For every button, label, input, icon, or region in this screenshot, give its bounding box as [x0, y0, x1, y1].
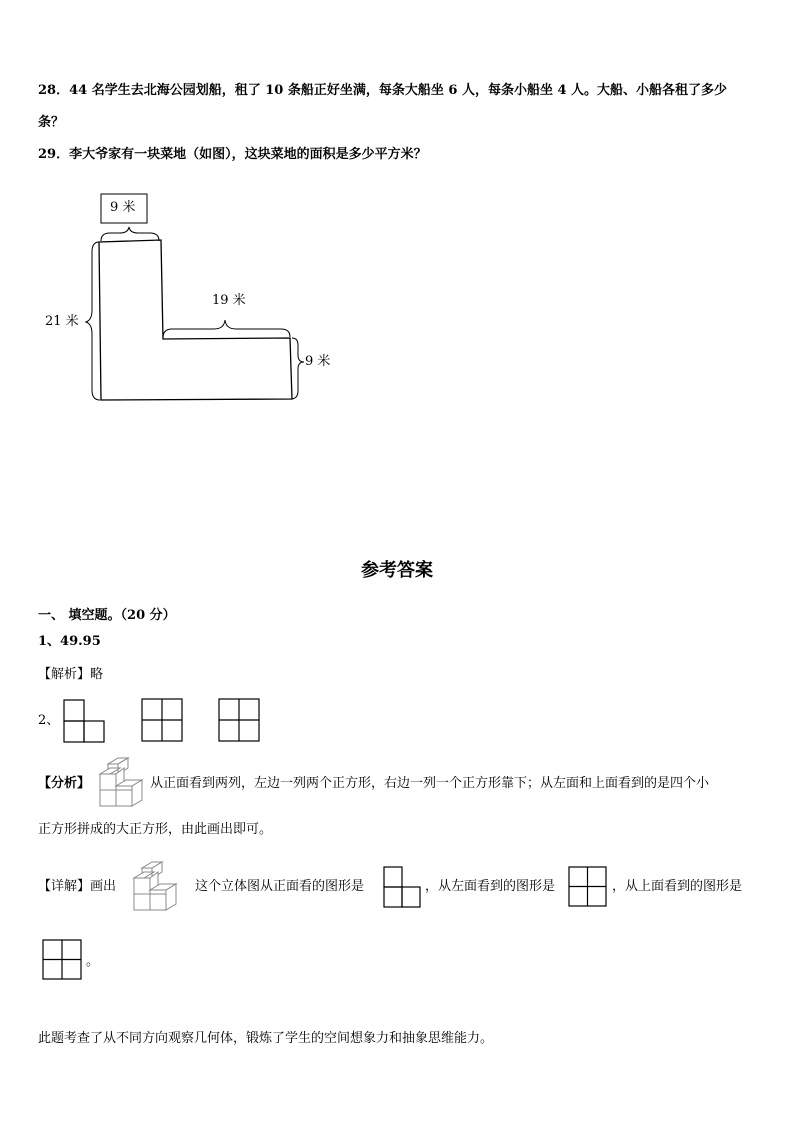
label-mid: 19 米: [212, 293, 246, 308]
answer1-analysis: 【解析】略: [38, 667, 104, 682]
detail-mid-3: ，从上面看到的图形是: [612, 879, 743, 894]
q29-text: 29．李大爷家有一块菜地（如图），这块菜地的面积是多少平方米？: [38, 147, 427, 162]
detail-mid-1: 这个立体图从正面看的图形是: [195, 879, 365, 894]
left-view-shape: [142, 699, 182, 741]
label-top: 9 米: [110, 200, 136, 215]
cube-stack-icon: [98, 756, 148, 811]
analysis-text-1: 从正面看到两列，左边一列两个正方形，右边一列一个正方形靠下；从左面和上面看到的是四个小: [150, 776, 710, 791]
conclusion-text: 此题考查了从不同方向观察几何体，锻炼了学生的空间想象力和抽象思维能力。: [38, 1031, 494, 1046]
answer2-prefix: 2、: [38, 713, 60, 728]
detail-top-view: [42, 939, 84, 981]
detail-front-view: [383, 866, 423, 910]
q28-line1: 28．44 名学生去北海公园划船，租了 10 条船正好坐满，每条大船坐 6 人，每条小船坐 4 人。大船、小船各租了多少: [38, 83, 728, 98]
label-left: 21 米: [45, 314, 79, 329]
answer1-value: 1、49.95: [38, 634, 101, 649]
section1-heading: 一、 填空题。（20 分）: [38, 608, 176, 623]
cube-stack-icon-detail: [132, 860, 182, 915]
analysis-text-2: 正方形拼成的大正方形，由此画出即可。: [38, 822, 273, 837]
detail-end: 。: [86, 954, 100, 969]
detail-mid-2: ，从左面看到的图形是: [425, 879, 556, 894]
answers-title: 参考答案: [361, 560, 433, 581]
top-view-shape: [219, 699, 259, 741]
label-right: 9 米: [305, 354, 331, 369]
analysis-tag: 【分析】: [38, 776, 91, 791]
q28-line2: 条？: [38, 115, 65, 130]
detail-tag: 【详解】画出: [38, 879, 117, 894]
front-view-shape: [64, 700, 104, 742]
detail-left-view: [568, 866, 608, 908]
